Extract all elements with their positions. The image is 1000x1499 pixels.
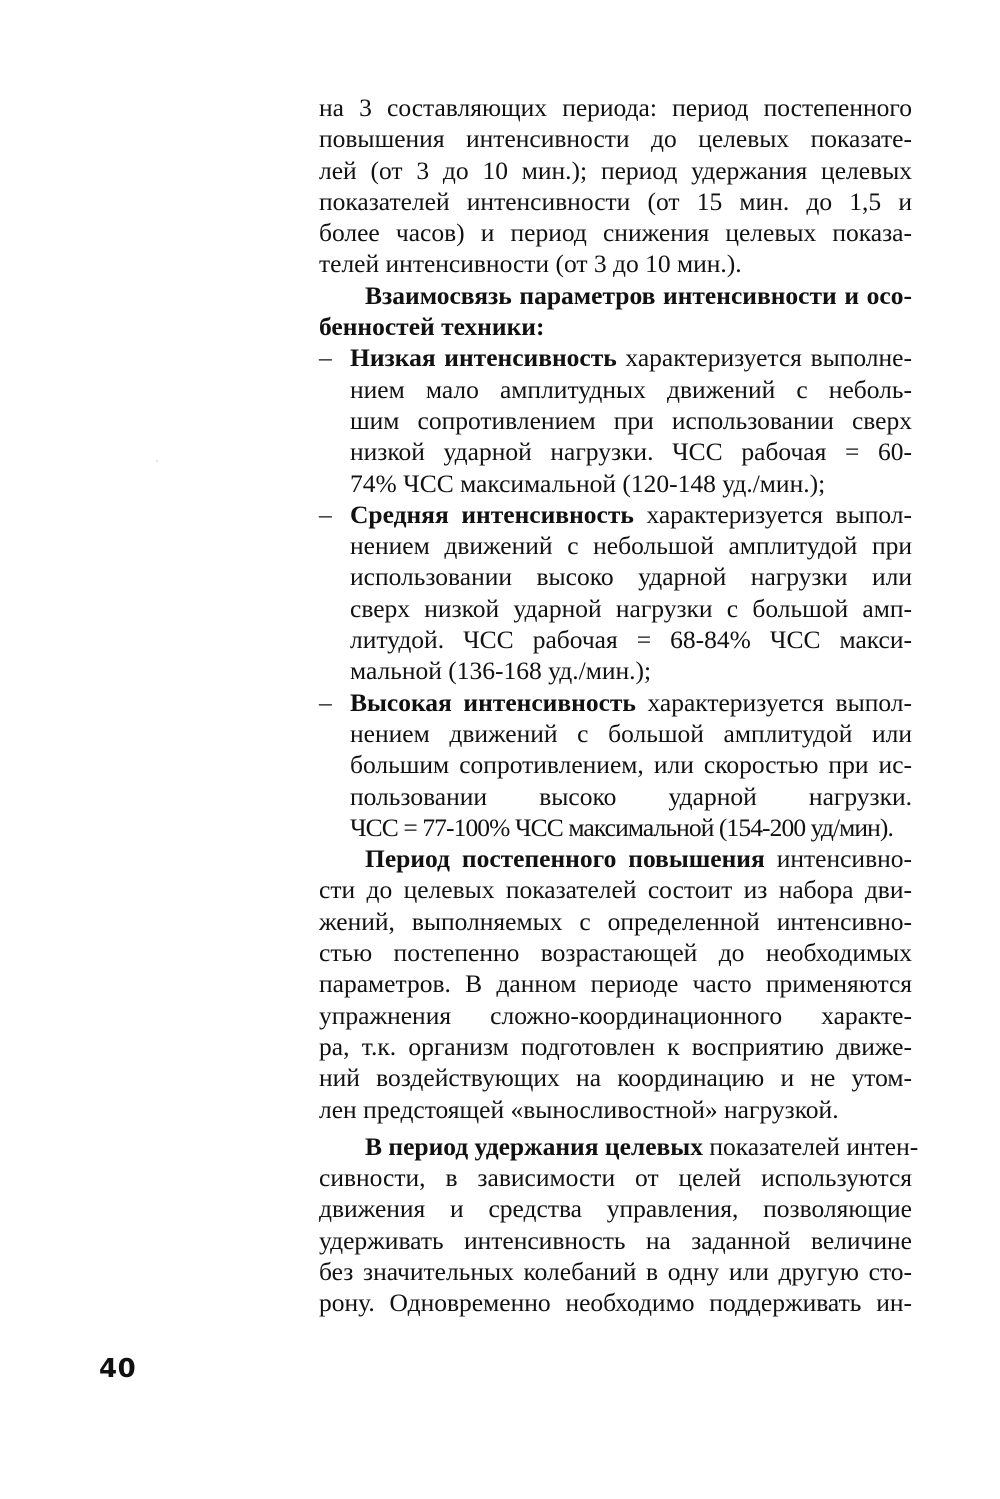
list-item-high-intensity: [319, 687, 912, 843]
list-item-term: Средняя интенсивность: [350, 499, 634, 529]
paragraph-term: В период удержания целевых: [365, 1131, 703, 1161]
text-line: использовании высоко ударной нагрузки или: [350, 562, 912, 592]
text-line: сти до целевых показателей состоит из набора дви-: [319, 875, 912, 905]
paragraph-hold-period: [319, 1131, 919, 1319]
text-line: на 3 составляющих периода: период постепенного: [319, 93, 912, 122]
dash-marker: –: [319, 687, 332, 717]
text-line: шим сопротивлением при использовании сверх: [350, 405, 912, 435]
dash-marker: –: [319, 499, 332, 529]
section-heading: [319, 280, 912, 343]
list-item-term: Низкая интенсивность: [350, 343, 617, 373]
list-item-term: Высокая интенсивность: [350, 687, 636, 717]
text-line: нением движений с небольшой амплитудой при: [350, 531, 912, 561]
text-line: низкой ударной нагрузки. ЧСС рабочая = 60-: [350, 437, 912, 467]
text-line: сивности, в зависимости от целей используются: [319, 1163, 912, 1193]
text-line: жений, выполняемых с определенной интенсивно-: [319, 906, 912, 936]
page-number: 40: [99, 1354, 137, 1384]
text-line: движения и средства управления, позволяющие: [319, 1194, 912, 1224]
text-line: упражнения сложно-координационного характе-: [319, 1000, 912, 1030]
heading-line: бенностей техники:: [319, 312, 545, 342]
list-item-first-line: [319, 342, 912, 373]
text-line: параметров. В данном периоде часто применяются: [319, 969, 912, 999]
text-line: телей интенсивности (от 3 до 10 мин.).: [319, 249, 742, 279]
text-line: показателей интенсивности (от 15 мин. до 1,5 и: [319, 186, 912, 216]
paragraph-text: интенсивно-: [764, 844, 912, 874]
list-item-first-line: [319, 687, 912, 718]
text-line: нением движений с большой амплитудой или: [350, 718, 912, 748]
text-line: лей (от 3 до 10 мин.); период удержания целевых: [319, 155, 912, 185]
text-line: удерживать интенсивность на заданной величине: [319, 1225, 912, 1255]
text-line: мальной (136-168 уд./мин.);: [350, 656, 652, 686]
text-line: более часов) и период снижения целевых показа-: [319, 218, 912, 248]
text-line: ний воздействующих на координацию и не утом-: [319, 1063, 912, 1093]
paragraph-periods: [319, 92, 912, 280]
list-item-medium-intensity: [319, 499, 912, 687]
text-line: без значительных колебаний в одну или другую сто-: [319, 1256, 912, 1286]
text-line: сверх низкой ударной нагрузки с большой амп-: [350, 593, 912, 623]
text-line: стью постепенно возрастающей до необходимых: [319, 938, 912, 968]
paragraph-first-line: [319, 843, 912, 874]
list-item-text: характеризуется выполне-: [616, 343, 912, 373]
text-line: нием мало амплитудных движений с неболь-: [350, 374, 912, 404]
text-line: лен предстоящей «выносливостной» нагрузкой.: [319, 1094, 839, 1124]
paragraph-first-line: [319, 1131, 919, 1162]
text-line: ра, т.к. организм подготовлен к восприятию движе-: [319, 1031, 912, 1061]
list-item-text: характеризуется выпол-: [633, 499, 912, 529]
heading-line: Взаимосвязь параметров интенсивности и осо-: [365, 280, 912, 310]
paragraph-rise-period: [319, 843, 912, 1125]
text-line: 74% ЧСС максимальной (120-148 уд./мин.);: [350, 468, 826, 498]
text-line: литудой. ЧСС рабочая = 68-84% ЧСС макси-: [350, 625, 912, 655]
list-item-first-line: [319, 499, 912, 530]
text-line: пользовании высоко ударной нагрузки.: [350, 781, 912, 811]
text-line: повышения интенсивности до целевых показате-: [319, 124, 912, 154]
text-line: ЧСС = 77-100% ЧСС максимальной (154-200 уд/мин).: [350, 812, 893, 842]
paragraph-text: показателей интен-: [702, 1131, 919, 1161]
text-line: рону. Одновременно необходимо поддерживать ин-: [319, 1288, 912, 1318]
list-item-text: характеризуется выпол-: [635, 687, 913, 717]
scan-speck: [156, 460, 158, 462]
paragraph-term: Период постепенного повышения: [365, 844, 765, 874]
list-item-low-intensity: [319, 342, 912, 498]
body-text: [319, 92, 919, 1319]
dash-marker: –: [319, 343, 332, 373]
text-line: большим сопротивлением, или скоростью при ис-: [350, 750, 912, 780]
